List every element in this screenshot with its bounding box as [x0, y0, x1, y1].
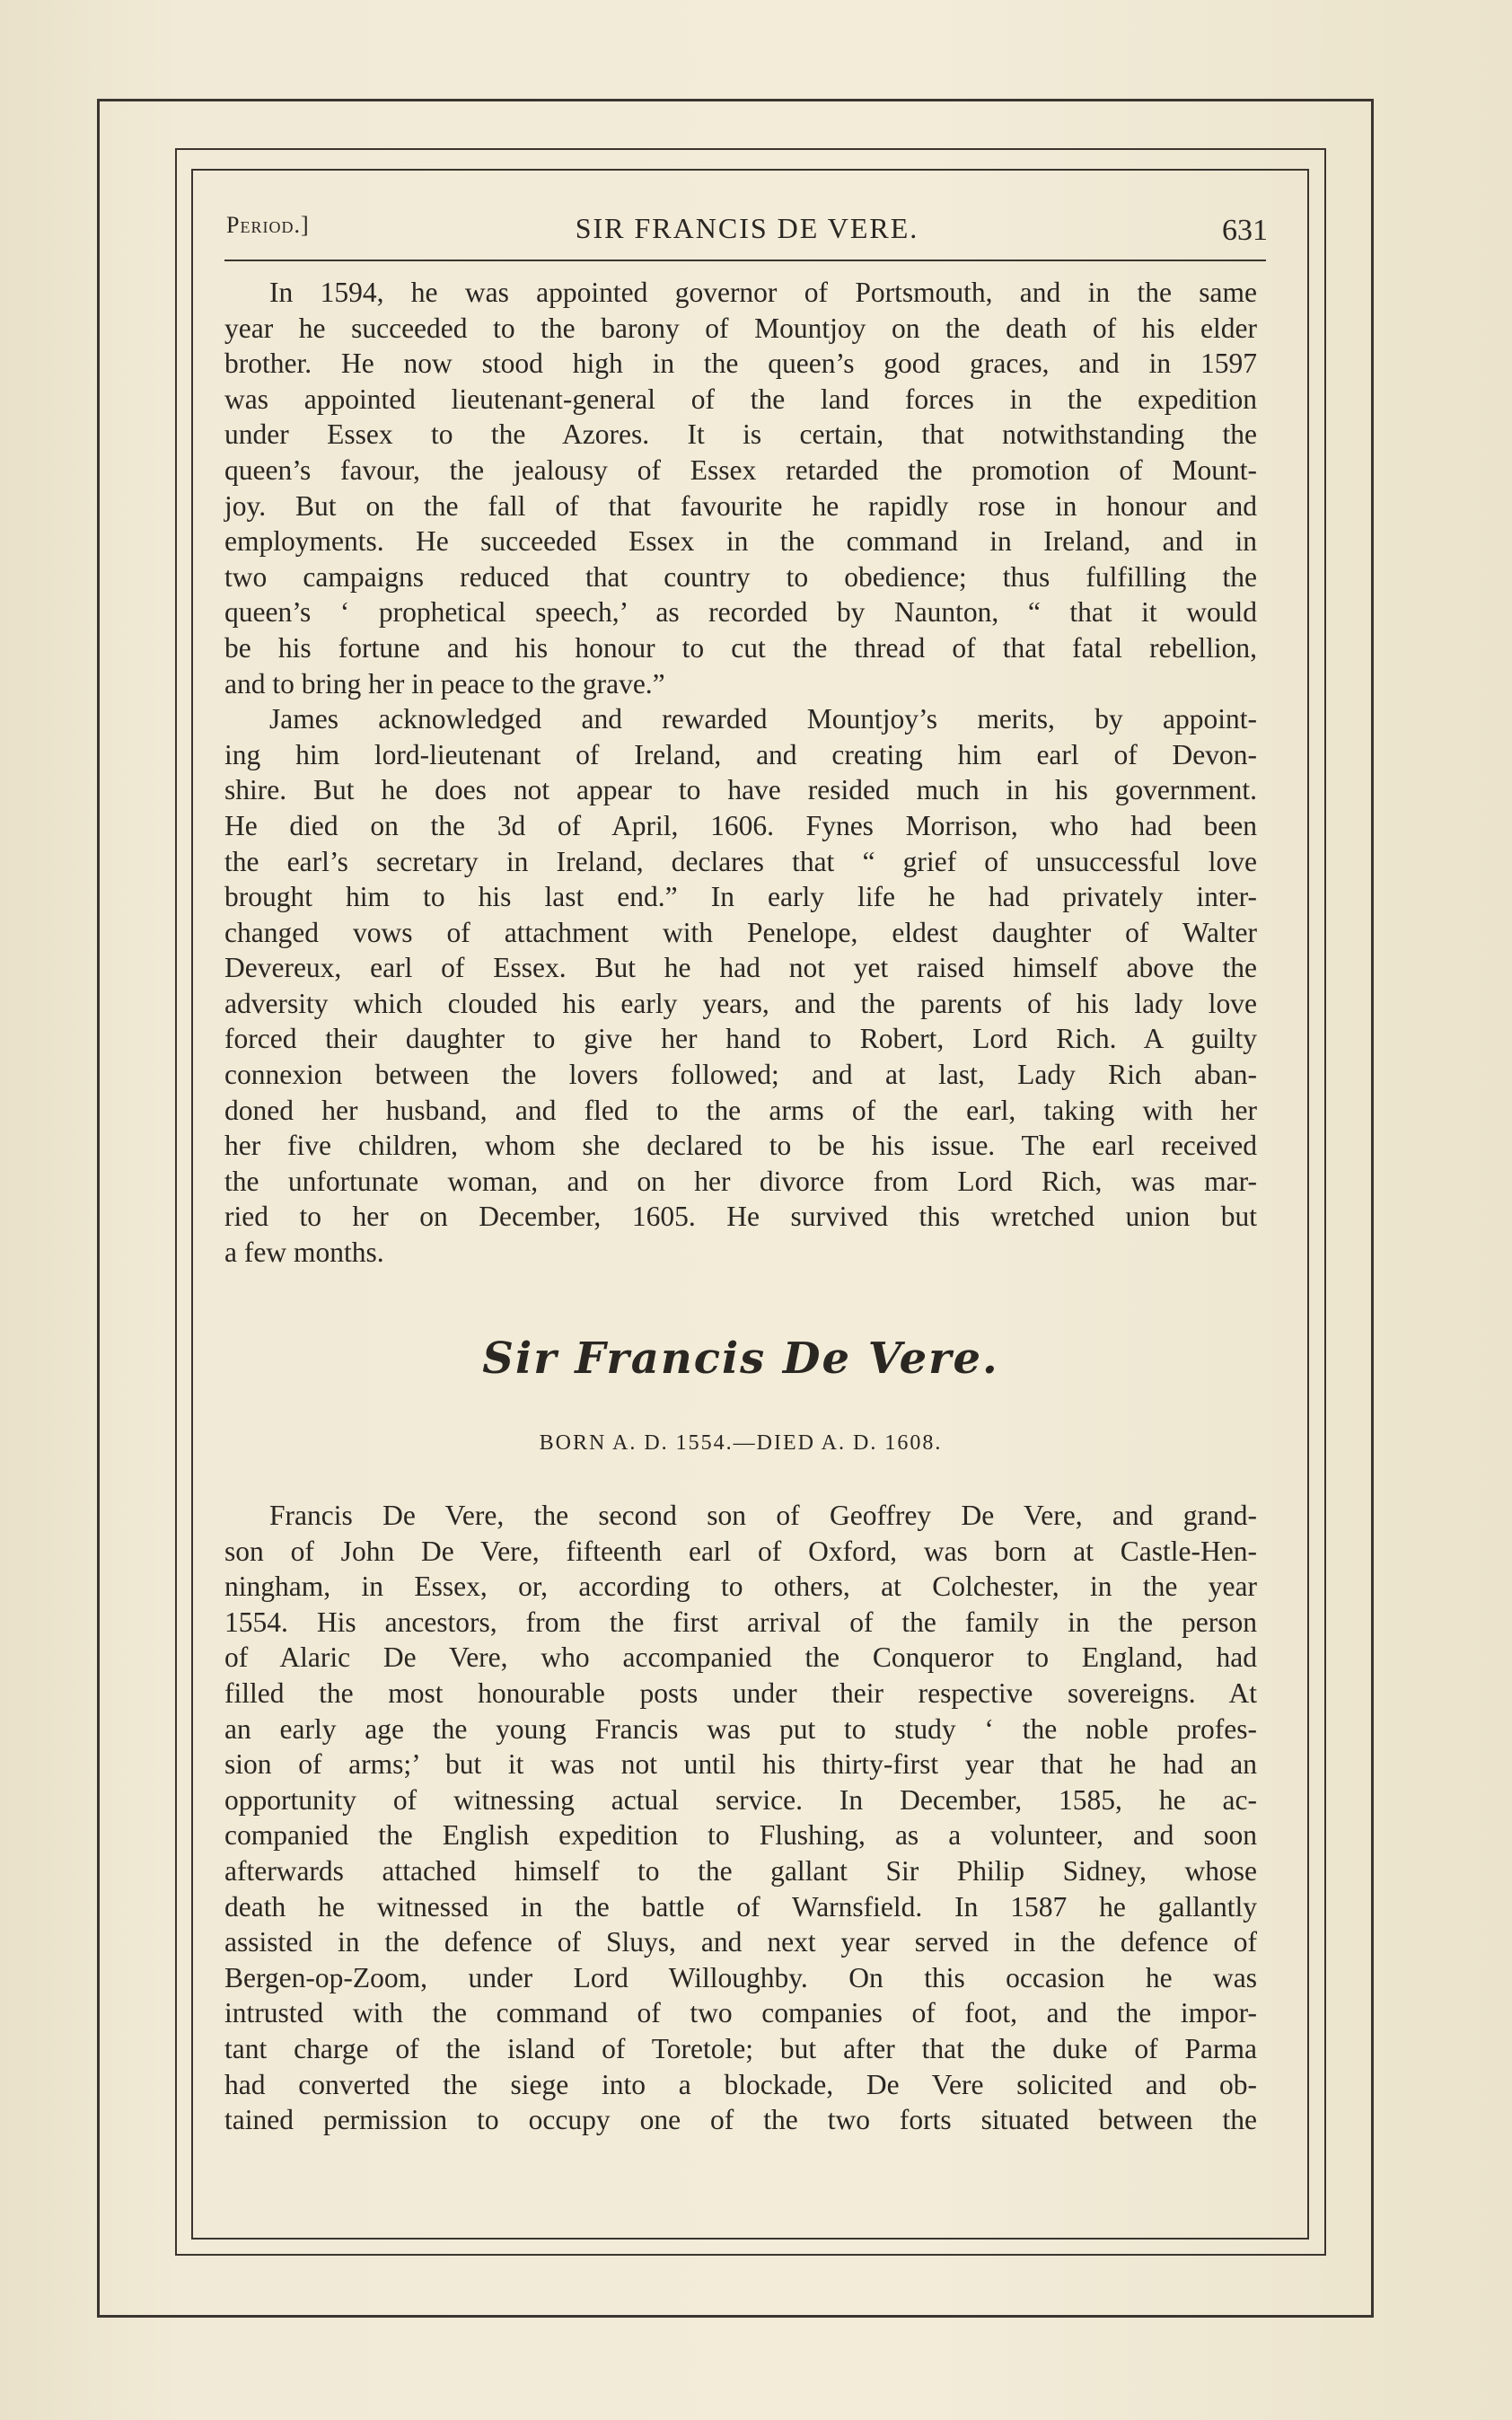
text-line: of Alaric De Vere, who accompanied the Conqueror to England, had [224, 1641, 1257, 1674]
text-line: assisted in the defence of Sluys, and next year served in the defence of [224, 1926, 1257, 1958]
text-line: afterwards attached himself to the gallant Sir Philip Sidney, whose [224, 1854, 1257, 1887]
text-line: James acknowledged and rewarded Mountjoy’s merits, by appoint- [269, 703, 1257, 735]
text-line: the earl’s secretary in Ireland, declares that “ grief of unsuccessful love [224, 845, 1257, 877]
text-line: her five children, whom she declared to be his issue. The earl received [224, 1130, 1257, 1162]
text-line: tant charge of the island of Toretole; but after that the duke of Parma [224, 2032, 1257, 2064]
text-line: connexion between the lovers followed; and at last, Lady Rich aban- [224, 1059, 1257, 1091]
inner-frame-bottom [175, 2254, 1326, 2256]
paragraph [224, 275, 1257, 701]
text-line: ried to her on December, 1605. He survived this wretched union but [224, 1201, 1257, 1233]
outer-frame-right [1371, 99, 1374, 2318]
text-line: adversity which clouded his early years, and the parents of his lady love [224, 987, 1257, 1019]
outer-frame-top [97, 99, 1374, 101]
text-line: ningham, in Essex, or, according to others, at Colchester, in the year [224, 1571, 1257, 1603]
text-line: year he succeeded to the barony of Mountjoy on the death of his elder [224, 312, 1257, 344]
period-label: Period.] [226, 212, 310, 238]
text-line: queen’s favour, the jealousy of Essex retarded the promotion of Mount- [224, 453, 1257, 486]
text-line: two campaigns reduced that country to obedience; thus fulfilling the [224, 560, 1257, 593]
inner-frame-top [175, 148, 1326, 150]
text-frame-top [191, 169, 1309, 171]
text-line: forced their daughter to give her hand to Robert, Lord Rich. A guilty [224, 1023, 1257, 1055]
text-line: queen’s ‘ prophetical speech,’ as recorded by Naunton, “ that it would [224, 596, 1257, 629]
text-line: companied the English expedition to Flushing, as a volunteer, and soon [224, 1819, 1257, 1852]
text-line: was appointed lieutenant-general of the land forces in the expedition [224, 383, 1257, 415]
text-line: He died on the 3d of April, 1606. Fynes Morrison, who had been [224, 809, 1257, 841]
text-line: tained permission to occupy one of the two forts situated between the [224, 2104, 1257, 2136]
running-title: SIR FRANCIS DE VERE. [575, 212, 919, 244]
inner-frame-right [1324, 148, 1326, 2256]
text-line: filled the most honourable posts under their respective sovereigns. At [224, 1676, 1257, 1709]
text-line: intrusted with the command of two companies of foot, and the impor- [224, 1997, 1257, 2029]
text-block-de-vere [224, 1498, 1257, 2138]
text-line: doned her husband, and fled to the arms of the earl, taking with her [224, 1094, 1257, 1126]
text-line: employments. He succeeded Essex in the command in Ireland, and in [224, 525, 1257, 558]
inner-frame-left [175, 148, 177, 2256]
text-line: changed vows of attachment with Penelope, eldest daughter of Walter [224, 916, 1257, 948]
text-block-mountjoy [224, 275, 1257, 1271]
text-line: and to bring her in peace to the grave.” [224, 667, 665, 700]
paragraph [224, 1498, 1257, 2138]
page-number: 631 [1222, 214, 1268, 247]
text-frame-right [1307, 169, 1309, 2240]
outer-frame-bottom [97, 2315, 1374, 2318]
text-line: 1554. His ancestors, from the first arrival of the family in the person [224, 1606, 1257, 1638]
text-line: sion of arms;’ but it was not until his thirty-first year that he had an [224, 1748, 1257, 1781]
paragraph [224, 701, 1257, 1271]
text-line: an early age the young Francis was put to study ‘ the noble profes- [224, 1712, 1257, 1745]
text-line: Bergen-op-Zoom, under Lord Willoughby. On this occasion he was [224, 1961, 1257, 1993]
text-line: joy. But on the fall of that favourite he rapidly rose in honour and [224, 489, 1257, 522]
text-line: Francis De Vere, the second son of Geoffrey De Vere, and grand- [269, 1500, 1257, 1531]
text-line: brought him to his last end.” In early life he had privately inter- [224, 881, 1257, 913]
text-frame-left [191, 169, 193, 2240]
text-line: had converted the siege into a blockade, De Vere solicited and ob- [224, 2068, 1257, 2100]
lifespan-subtitle: BORN A. D. 1554.—DIED A. D. 1608. [539, 1431, 943, 1455]
running-header [226, 208, 1268, 253]
text-line: shire. But he does not appear to have resided much in his government. [224, 774, 1257, 806]
section-title: Sir Francis De Vere. [482, 1333, 999, 1384]
text-line: under Essex to the Azores. It is certain, that notwithstanding the [224, 418, 1257, 451]
text-line: opportunity of witnessing actual service. In December, 1585, he ac- [224, 1783, 1257, 1816]
text-frame-bottom [191, 2238, 1309, 2240]
text-line: ing him lord-lieutenant of Ireland, and creating him earl of Devon- [224, 738, 1257, 770]
text-line: Devereux, earl of Essex. But he had not yet raised himself above the [224, 952, 1257, 984]
text-line: In 1594, he was appointed governor of Portsmouth, and in the same [269, 277, 1257, 308]
text-line: son of John De Vere, fifteenth earl of Oxford, was born at Castle-Hen- [224, 1535, 1257, 1567]
text-line: be his fortune and his honour to cut the thread of that fatal rebellion, [224, 631, 1257, 664]
outer-frame-left [97, 99, 100, 2318]
text-line: death he witnessed in the battle of Warnsfield. In 1587 he gallantly [224, 1890, 1257, 1923]
text-line: a few months. [224, 1236, 384, 1269]
text-line: the unfortunate woman, and on her divorce from Lord Rich, was mar- [224, 1165, 1257, 1197]
text-line: brother. He now stood high in the queen’s good graces, and in 1597 [224, 348, 1257, 380]
header-rule [224, 260, 1266, 261]
